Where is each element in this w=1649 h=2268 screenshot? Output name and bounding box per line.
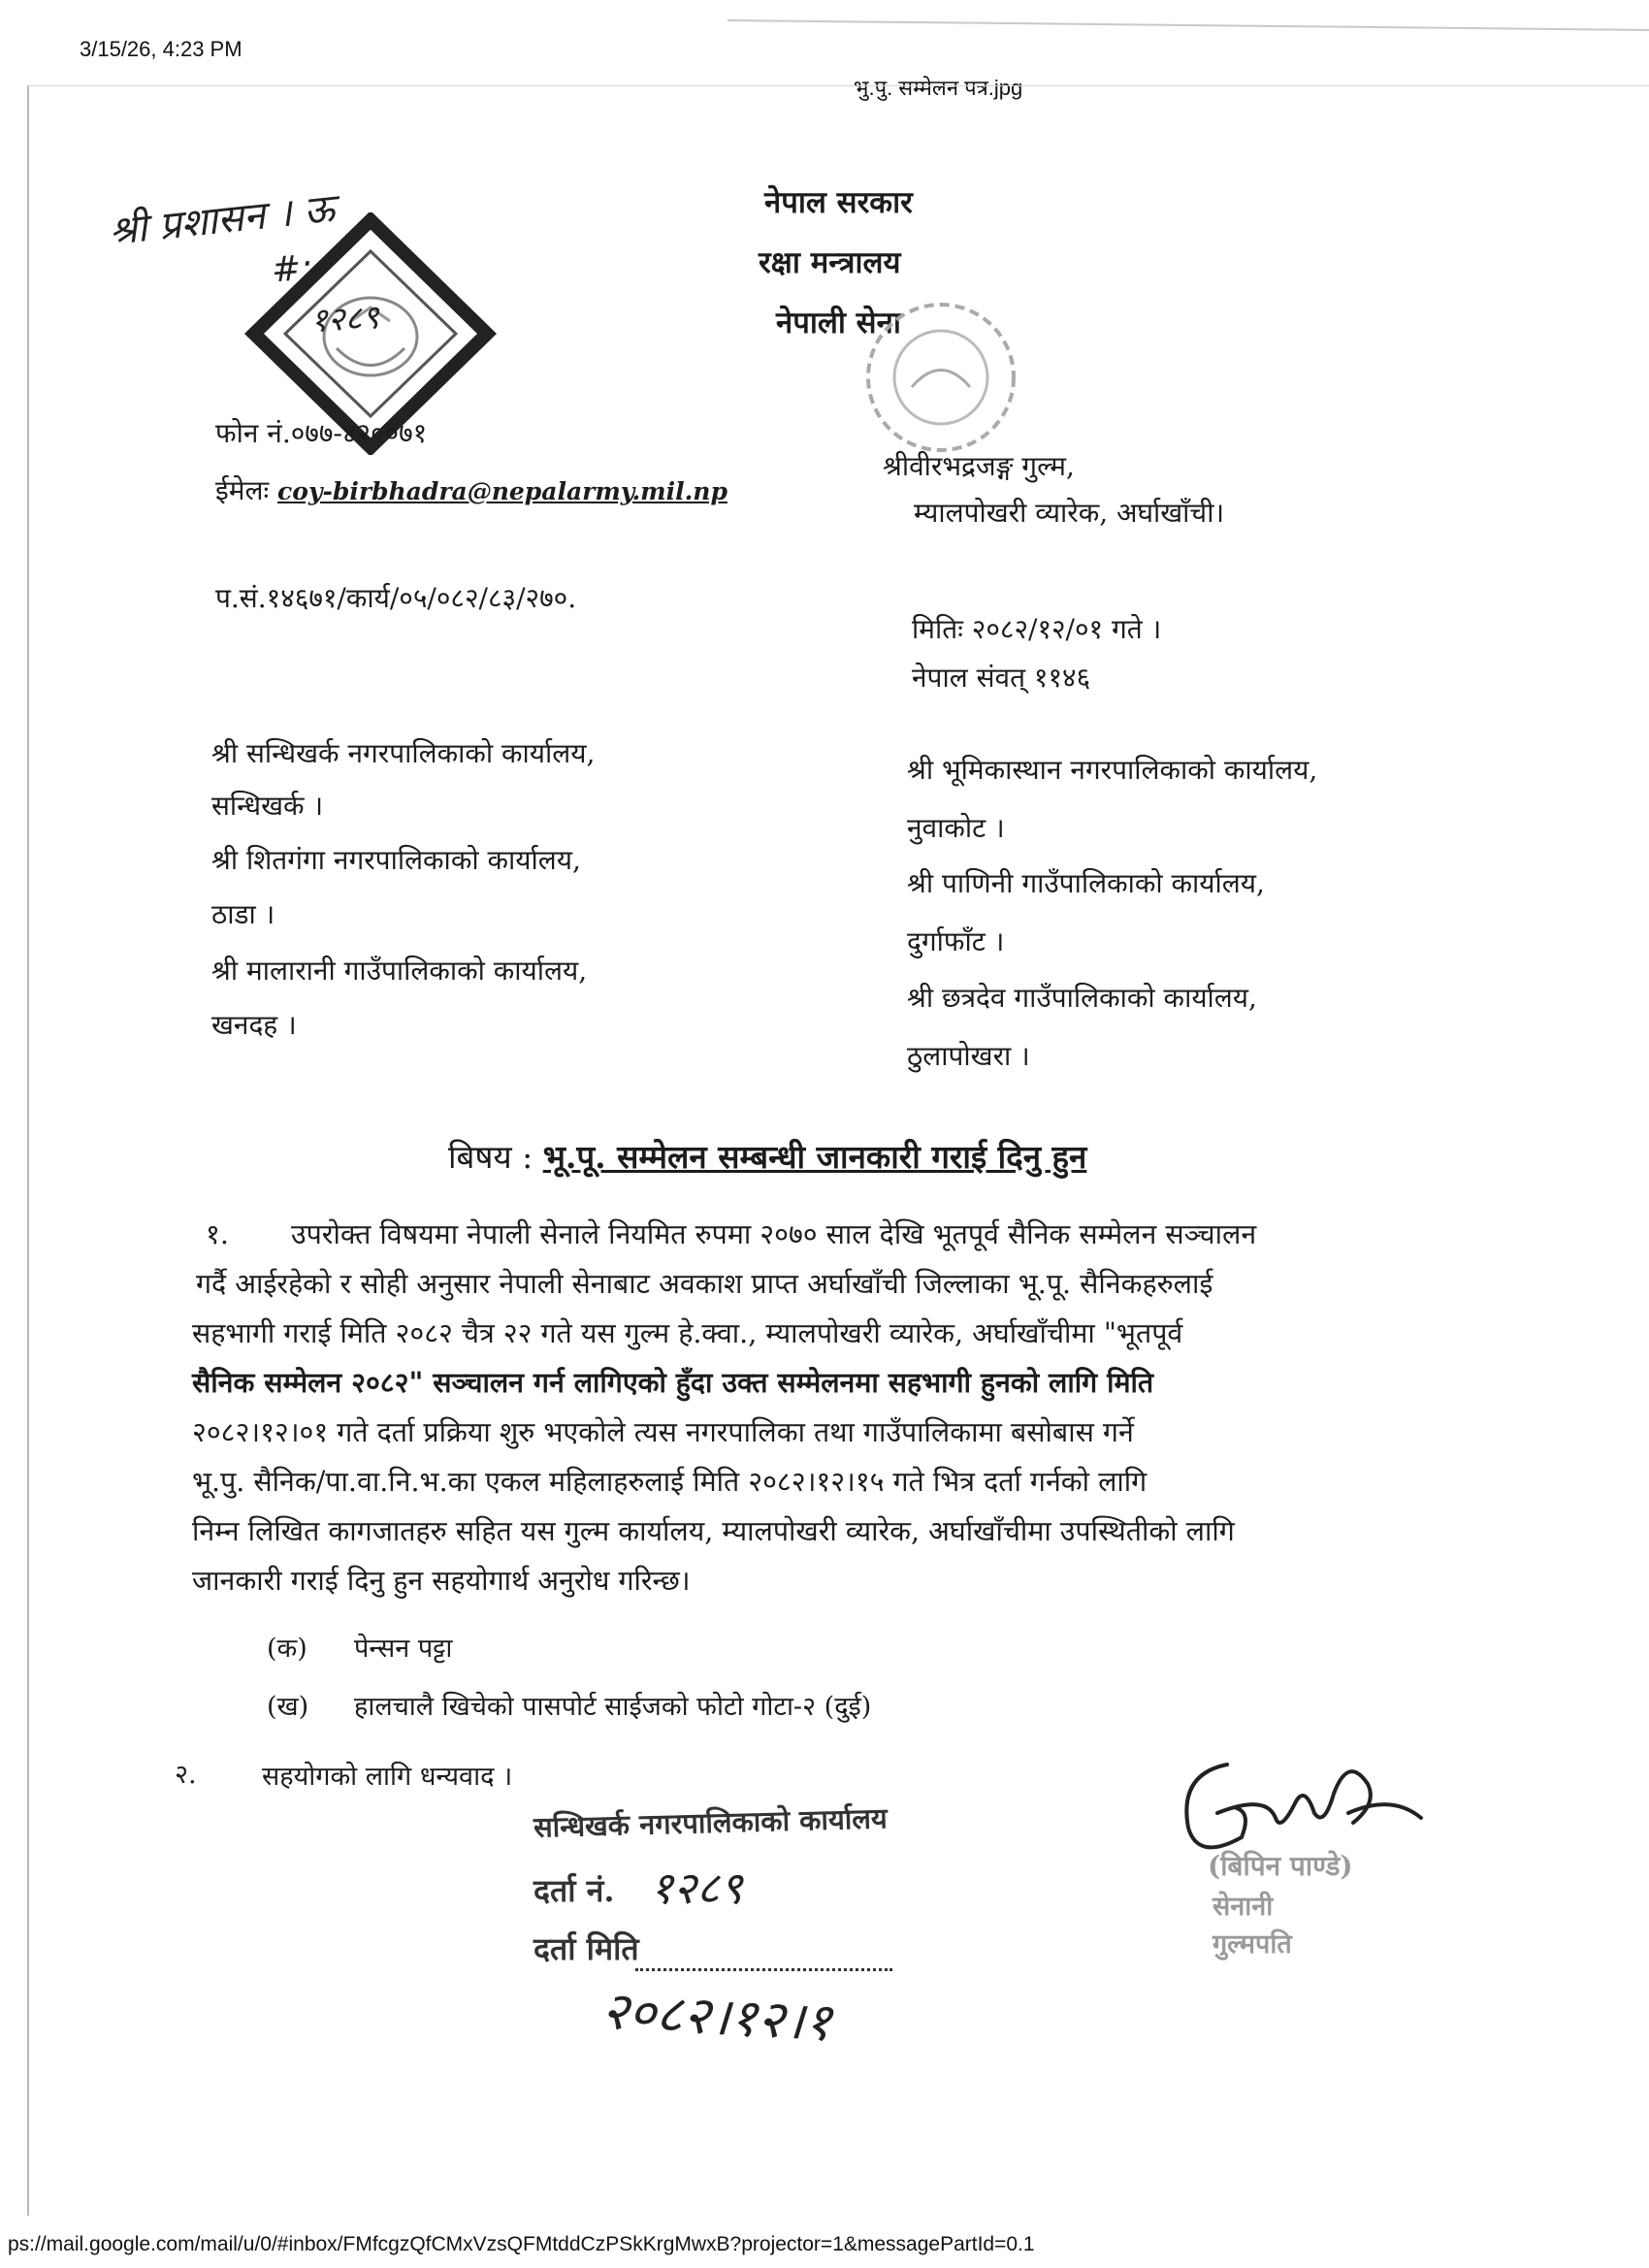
recipient-left-4: ठाडा । — [211, 898, 275, 930]
receipt-note-line1: श्री प्रशासन । ऊ — [107, 185, 337, 255]
unit-line2: म्यालपोखरी व्यारेक, अर्घाखाँची। — [914, 497, 1225, 529]
para1-line-2: गर्दै आईरहेको र सोही अनुसार नेपाली सेनाबाट अवकाश प्राप्त अर्घाखाँची जिल्लाका भू.पू. सैनिकहरुलाई — [196, 1268, 1213, 1300]
signature-name: (बिपिन पाण्डे) — [1208, 1850, 1353, 1882]
letterhead-line2: रक्षा मन्त्रालय — [759, 245, 901, 280]
para1-line-1: उपरोक्त विषयमा नेपाली सेनाले नियमित रुपमा २०७० साल देखि भूतपूर्व सैनिक सम्मेलन सञ्चालन — [291, 1218, 1257, 1250]
subject-text: भू.पू. सम्मेलन सम्बन्धी जानकारी गराई दिनु हुन — [542, 1138, 1087, 1176]
contact-email-label: ईमेलः — [215, 474, 270, 506]
date-line1: मितिः २०८२/१२/०१ गते । — [912, 613, 1162, 645]
registration-date-label: दर्ता मिति — [534, 1930, 639, 1967]
scanned-letter — [27, 85, 1649, 2216]
para1-number: १. — [206, 1218, 229, 1250]
round-seal-icon — [858, 295, 1023, 460]
signature-post: गुल्मपति — [1212, 1929, 1292, 1960]
contact-email-row — [215, 471, 728, 508]
print-footer-url: ps://mail.google.com/mail/u/0/#inbox/FMfcgzQfCMxVzsQFMtddCzPSkKrgMwxB?projector=1&messagePartId=0.1 — [8, 2233, 1035, 2255]
item-ka-label: (क) — [267, 1634, 307, 1664]
para1-line-6: भू.पु. सैनिक/पा.वा.नि.भ.का एकल महिलाहरुलाई मिति २०८२।१२।१५ गते भित्र दर्ता गर्नको लागि — [192, 1466, 1148, 1498]
recipient-left-2: सन्धिखर्क । — [211, 790, 324, 822]
para1-line-4: सैनिक सम्मेलन २०८२" सञ्चालन गर्न लागिएको हुँदा उक्त सम्मेलनमा सहभागी हुनको लागि मिति — [192, 1366, 1154, 1399]
signature-rank: सेनानी — [1212, 1892, 1274, 1922]
recipient-right-5: श्री छत्रदेव गाउँपालिकाको कार्यालय, — [907, 982, 1257, 1014]
scan-top-edge — [728, 19, 1649, 31]
registration-number-value: १२८९ — [650, 1862, 743, 1914]
letterhead-line1: नेपाल सरकार — [764, 185, 913, 220]
reference-number: प.सं.१४६७१/कार्य/०५/०८२/८३/२७०. — [215, 582, 577, 614]
recipient-right-1: श्री भूमिकास्थान नगरपालिकाको कार्यालय, — [907, 754, 1318, 786]
item-ka-text: पेन्सन पट्टा — [354, 1634, 453, 1664]
para1-line-5: २०८२।१२।०१ गते दर्ता प्रक्रिया शुरु भएकोले त्यस नगरपालिका तथा गाउँपालिकामा बसोबास गर्ने — [192, 1416, 1134, 1448]
recipient-left-1: श्री सन्धिखर्क नगरपालिकाको कार्यालय, — [211, 737, 596, 769]
para1-line-8: जानकारी गराई दिनु हुन सहयोगार्थ अनुरोध गरिन्छ। — [192, 1565, 691, 1597]
item-kha-text: हालचालै खिचेको पासपोर्ट साईजको फोटो गोटा-२ (दुई) — [354, 1692, 872, 1722]
recipient-right-3: श्री पाणिनी गाउँपालिकाको कार्यालय, — [907, 867, 1265, 899]
date-line2: नेपाल संवत् ११४६ — [912, 662, 1091, 694]
recipient-right-6: ठुलापोखरा । — [907, 1040, 1030, 1072]
item-kha-label: (ख) — [267, 1692, 309, 1722]
receipt-note-line3: १२८९ — [309, 298, 380, 340]
contact-email: coy-birbhadra@nepalarmy.mil.np — [277, 477, 728, 505]
print-file-title: भु.पु. सम्मेलन पत्र.jpg — [854, 76, 1023, 100]
para2-text: सहयोगको लागि धन्यवाद । — [262, 1762, 513, 1792]
recipient-right-2: नुवाकोट । — [907, 812, 1005, 844]
para1-line-7: निम्न लिखित कागजातहरु सहित यस गुल्म कार्यालय, म्यालपोखरी व्यारेक, अर्घाखाँचीमा उपस्थितीको लागि — [192, 1515, 1235, 1547]
contact-phone: फोन नं.०७७-४२००७१ — [215, 417, 428, 449]
recipient-left-5: श्री मालारानी गाउँपालिकाको कार्यालय, — [211, 955, 588, 987]
recipient-left-3: श्री शितगंगा नगरपालिकाको कार्यालय, — [211, 844, 581, 876]
registration-date-dotline — [635, 1968, 892, 1971]
subject-label: बिषय : — [448, 1138, 534, 1176]
unit-line1: श्रीवीरभद्रजङ्ग गुल्म, — [883, 450, 1075, 482]
receipt-note-line2: #: — [270, 247, 314, 291]
subject-line — [448, 1134, 1086, 1178]
registration-stamp-title: सन्धिखर्क नगरपालिकाको कार्यालय — [533, 1801, 889, 1844]
letterhead-line3: नेपाली सेना — [776, 306, 901, 340]
registration-date-value: २०८२।१२।१ — [599, 1979, 833, 2054]
para1-line-3: सहभागी गराई मिति २०८२ चैत्र २२ गते यस गुल्म हे.क्वा., म्यालपोखरी व्यारेक, अर्घाखाँचीमा "भूतपूर्व — [192, 1317, 1183, 1349]
print-datetime: 3/15/26, 4:23 PM — [80, 37, 242, 61]
registration-number-label: दर्ता नं. — [534, 1872, 615, 1909]
para2-number: २. — [175, 1760, 197, 1790]
recipient-right-4: दुर्गाफाँट । — [907, 925, 1005, 957]
recipient-left-6: खनदह । — [211, 1009, 297, 1041]
